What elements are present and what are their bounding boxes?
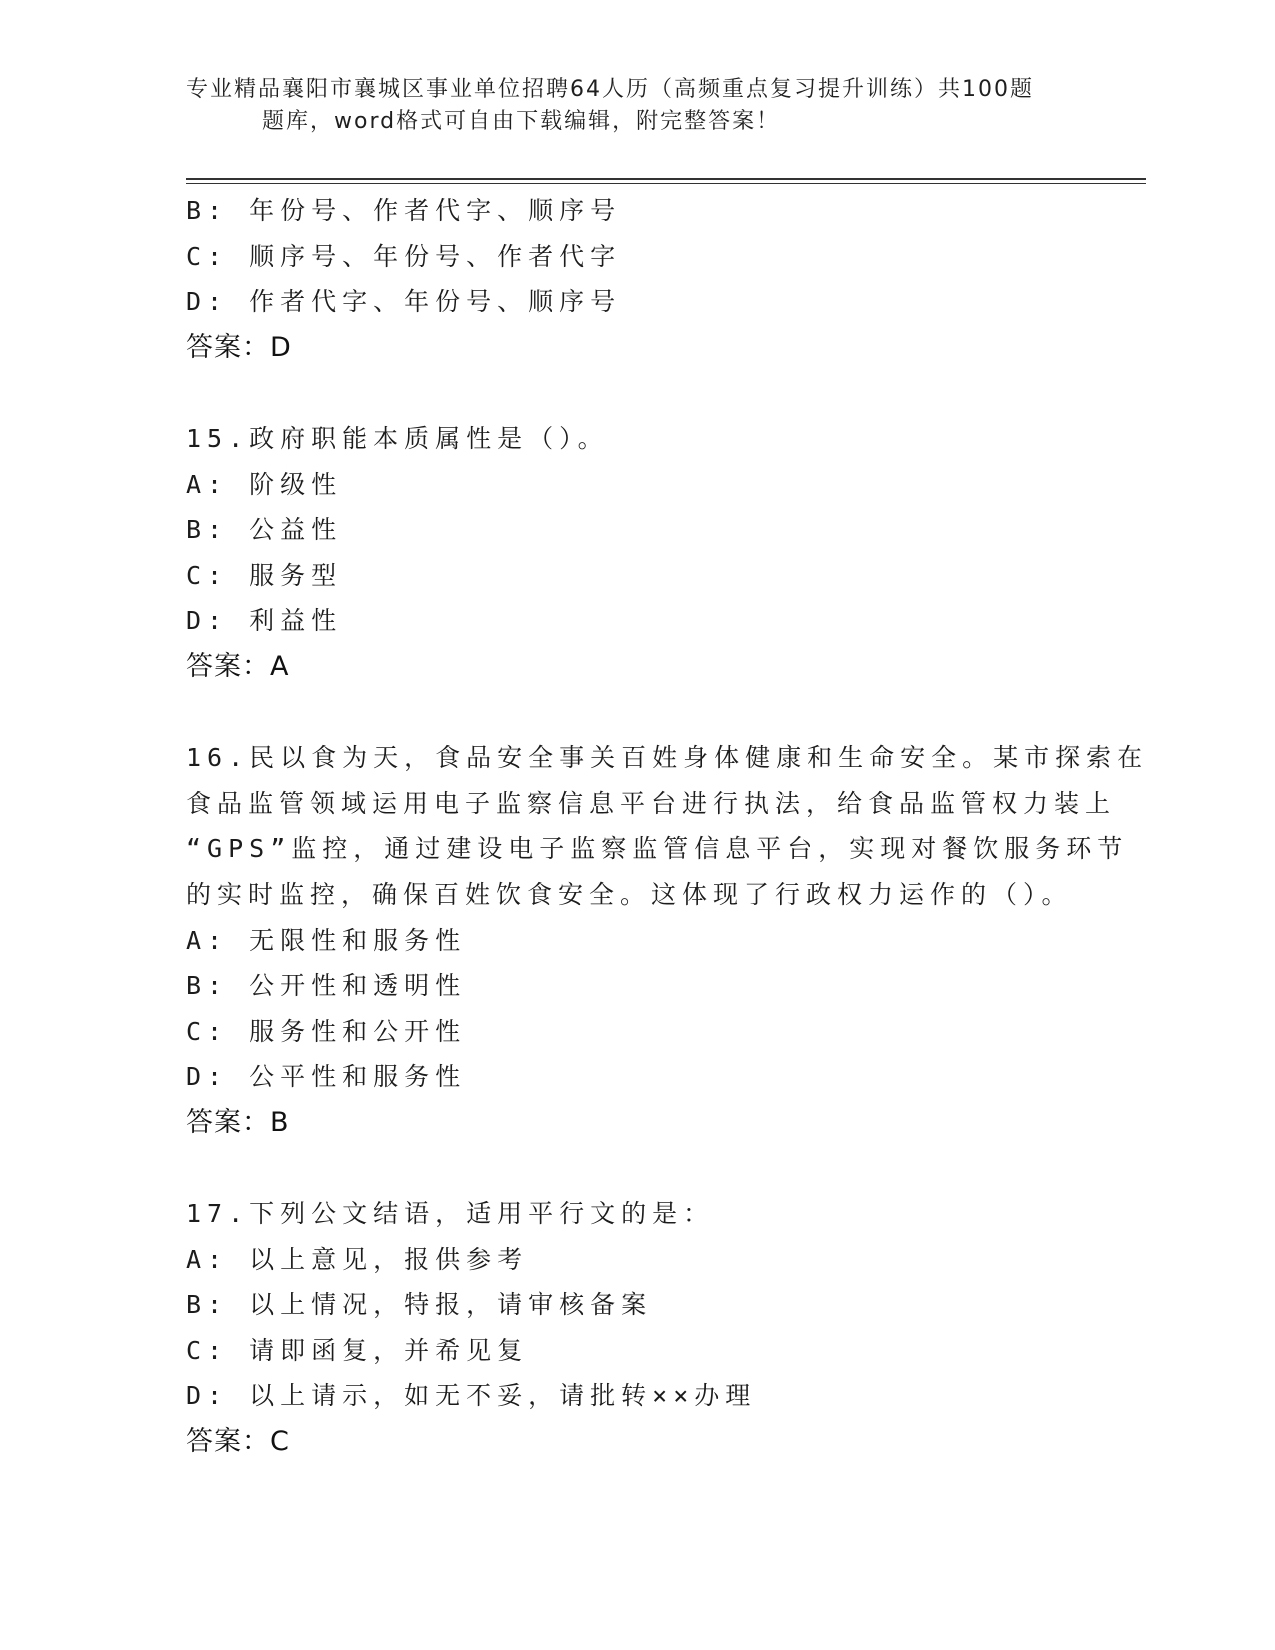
question-14 — [186, 188, 1086, 370]
page-header — [186, 74, 1066, 138]
option-a: A: 阶级性 — [186, 469, 343, 499]
header-divider-thick — [186, 178, 1146, 180]
option-c: C: 服务型 — [186, 560, 343, 590]
header-title-line2: 题库，word格式可自由下载编辑，附完整答案！ — [262, 109, 781, 134]
header-title-line1: 专业精品襄阳市襄城区事业单位招聘64人历（高频重点复习提升训练）共100题 — [186, 77, 1034, 102]
question-stem-line: 的实时监控，确保百姓饮食安全。这体现了行政权力运作的（）。 — [186, 879, 1073, 909]
question-16 — [186, 735, 1149, 1145]
option-b: B: 以上情况，特报，请审核备案 — [186, 1290, 653, 1320]
question-stem-line: “GPS”监控，通过建设电子监察监管信息平台，实现对餐饮服务环节 — [186, 834, 1129, 864]
answer-line: 答案：B — [186, 1106, 290, 1138]
option-a: A: 以上意见，报供参考 — [186, 1244, 529, 1274]
option-d: D: 公平性和服务性 — [186, 1062, 467, 1092]
answer-line: 答案：C — [186, 1426, 290, 1458]
question-stem: 15.政府职能本质属性是（）。 — [186, 423, 609, 453]
option-b: B: 公益性 — [186, 515, 343, 545]
option-b: B: 年份号、作者代字、顺序号 — [186, 196, 622, 225]
question-stem-line: 16.民以食为天，食品安全事关百姓身体健康和生命安全。某市探索在 — [186, 743, 1149, 773]
spacer — [186, 370, 1086, 416]
option-c: C: 顺序号、年份号、作者代字 — [186, 241, 622, 271]
option-d: D: 作者代字、年份号、顺序号 — [186, 287, 622, 317]
answer-line: 答案：D — [186, 331, 292, 363]
option-d: D: 以上请示，如无不妥，请批转××办理 — [186, 1381, 757, 1411]
option-c: C: 请即函复，并希见复 — [186, 1335, 529, 1365]
question-stem-line: 食品监管领域运用电子监察信息平台进行执法，给食品监管权力装上 — [186, 788, 1117, 818]
question-stem: 17.下列公文结语，适用平行文的是： — [186, 1199, 715, 1229]
question-17 — [186, 1191, 1086, 1465]
spacer — [186, 690, 1086, 736]
option-c: C: 服务性和公开性 — [186, 1016, 467, 1046]
question-15 — [186, 416, 1086, 690]
question-content — [186, 188, 1149, 1465]
spacer — [186, 1145, 1086, 1191]
option-d: D: 利益性 — [186, 606, 343, 636]
option-a: A: 无限性和服务性 — [186, 925, 467, 955]
header-divider-thin — [186, 183, 1146, 184]
option-b: B: 公开性和透明性 — [186, 971, 467, 1001]
answer-line: 答案：A — [186, 650, 290, 682]
